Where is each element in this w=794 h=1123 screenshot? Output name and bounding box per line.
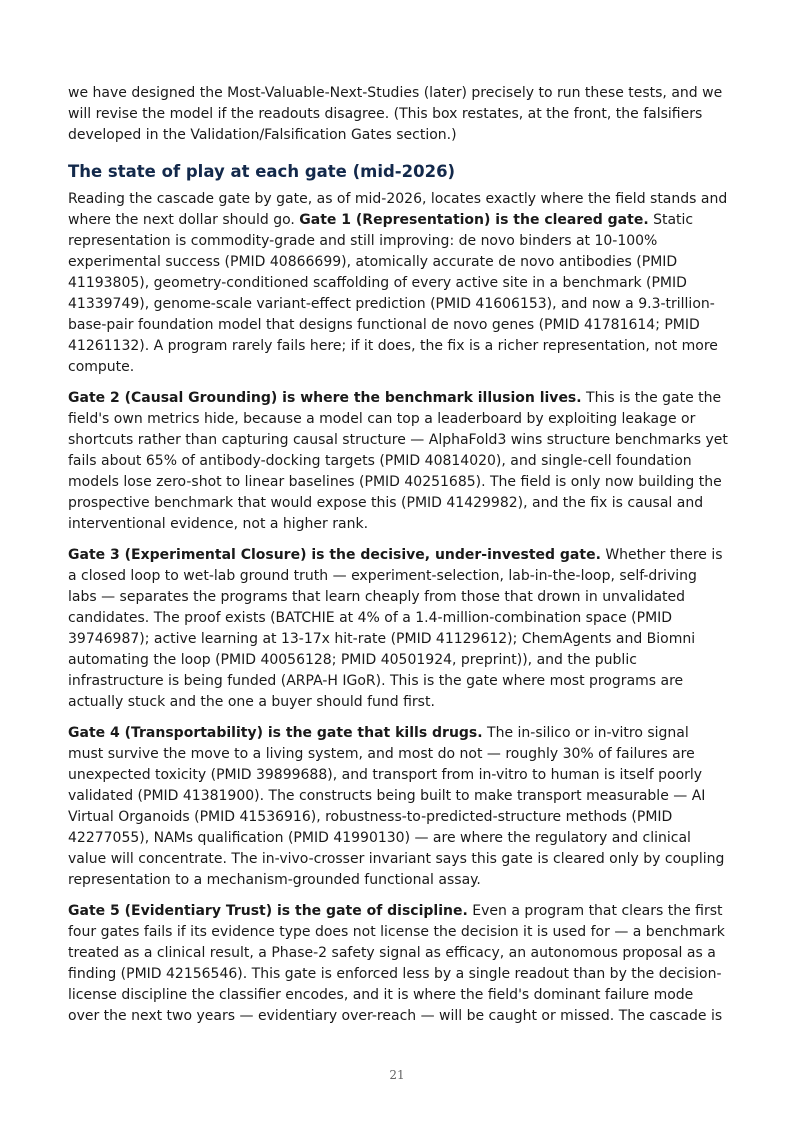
paragraph-gate-1 [68,189,728,378]
gate-4-body: The in-silico or in-vitro signal must survive the move to a living system, and most do not — roughly 30% of failures are unexpected toxicity (PMID 39899688), and transport from in-vitro to human is itself poorly validated (PMID 41381900). The constructs being built to make transport measurable — AI Virtual Organoids (PMID 41536916), robustness-to-predicted-structure methods (PMID 42277055), NAMs qualification (PMID 41990130) — are where the regulatory and clinical value will concentrate. The in-vivo-crosser invariant says this gate is cleared only by coupling representation to a mechanism-grounded functional assay. [68,725,725,888]
page-number: 21 [389,1068,405,1082]
gate-1-lead: Gate 1 (Representation) is the cleared gate. [299,212,649,228]
gate-3-lead: Gate 3 (Experimental Closure) is the decisive, under-invested gate. [68,547,601,563]
gate-3-body: Whether there is a closed loop to wet-lab ground truth — experiment-selection, lab-in-the-loop, self-driving labs — separates the programs that learn cheaply from those that drown in unvalidated candidates. The proof exists (BATCHIE at 4% of a 1.4-million-combination space (PMID 39746987); active learning at 13-17x hit-rate (PMID 41129612); ChemAgents and Biomni automating the loop (PMID 40056128; PMID 40501924, preprint)), and the public infrastructure is being funded (ARPA-H IGoR). This is the gate where most programs are actually stuck and the one a buyer should fund first. [68,547,723,710]
paragraph-gate-4 [68,723,728,891]
gate-5-body: Even a program that clears the first four gates fails if its evidence type does not license the decision it is used for — a benchmark treated as a clinical result, a Phase-2 safety signal as efficacy, an autonomous proposal as a finding (PMID 42156546). This gate is enforced less by a single readout than by the decision-license discipline the classifier encodes, and it is where the field's dominant failure mode over the next two years — evidentiary over-reach — will be caught or missed. The cascade is [68,903,725,1024]
gate-2-body: This is the gate the field's own metrics hide, because a model can top a leaderboard by exploiting leakage or shortcuts rather than capturing causal structure — AlphaFold3 wins structure benchmarks yet fails about 65% of antibody-docking targets (PMID 40814020), and single-cell foundation models lose zero-shot to linear baselines (PMID 40251685). The field is only now building the prospective benchmark that would expose this (PMID 41429982), and the fix is causal and interventional evidence, not a higher rank. [68,390,728,532]
gate-2-lead: Gate 2 (Causal Grounding) is where the benchmark illusion lives. [68,390,582,406]
page-body [68,83,728,1037]
gate-4-lead: Gate 4 (Transportability) is the gate that kills drugs. [68,725,483,741]
paragraph-gate-5 [68,901,728,1027]
paragraph-gate-3 [68,545,728,713]
paragraph-gate-2 [68,388,728,535]
gate-5-lead: Gate 5 (Evidentiary Trust) is the gate of discipline. [68,903,468,919]
gate-1-body: Static representation is commodity-grade and still improving: de novo binders at 10-100% experimental success (PMID 40866699), atomically accurate de novo antibodies (PMID 41193805), geometry-conditioned scaffolding of every active site in a benchmark (PMID 41339749), genome-scale variant-effect prediction (PMID 41606153), and now a 9.3-trillion-base-pair foundation model that designs functional de novo genes (PMID 41781614; PMID 41261132). A program rarely fails here; if it does, the fix is a richer representation, not more compute. [68,212,718,375]
intro-paragraph: we have designed the Most-Valuable-Next-Studies (later) precisely to run these tests, and we will revise the model if the readouts disagree. (This box restates, at the front, the falsifiers developed in the Validation/Falsification Gates section.) [68,85,723,143]
paragraph-opening: Reading the cascade gate by gate, as of mid-2026, locates exactly where the field stands and where the next dollar should go. [68,191,728,228]
section-heading: The state of play at each gate (mid-2026) [68,162,456,181]
